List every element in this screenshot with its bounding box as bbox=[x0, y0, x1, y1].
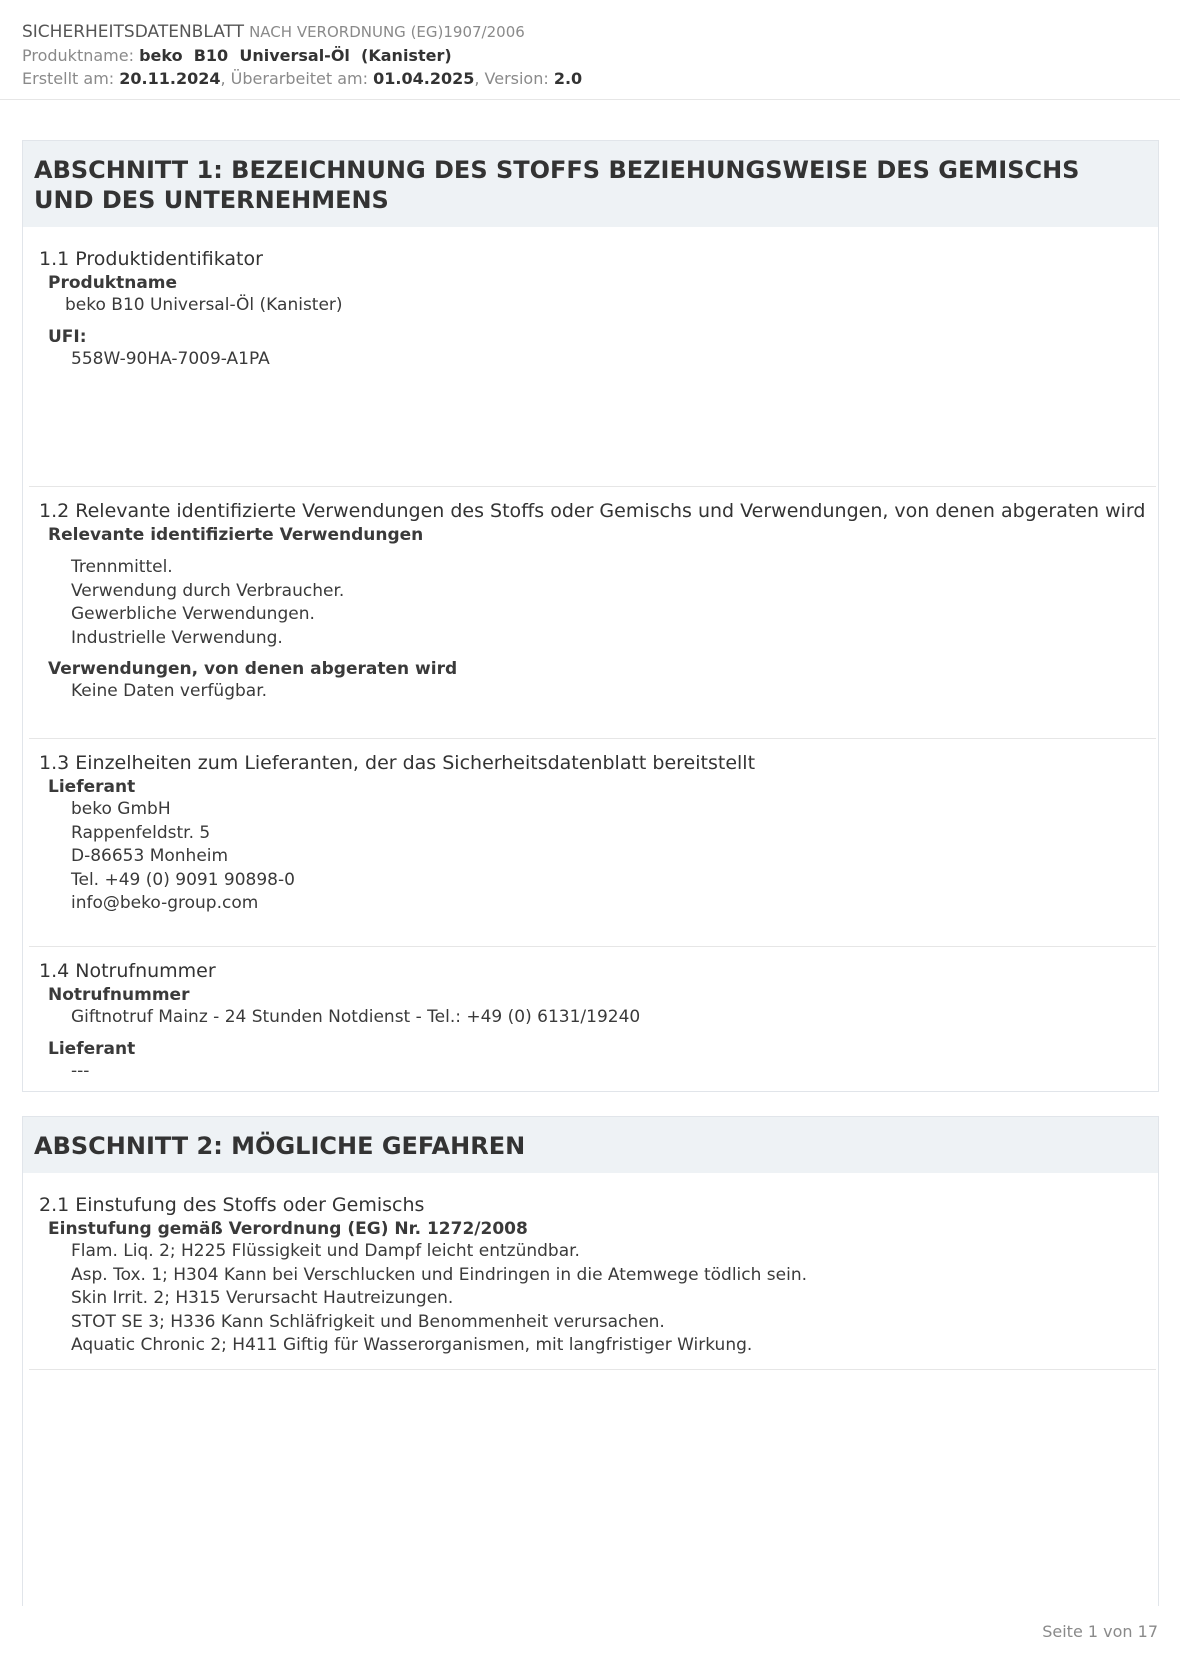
subsection-1-2 bbox=[29, 499, 1156, 739]
ufi-label: UFI: bbox=[48, 326, 87, 347]
section-2-heading: ABSCHNITT 2: MÖGLICHE GEFAHREN bbox=[23, 1117, 1158, 1173]
supplier-line: beko GmbH bbox=[71, 799, 171, 819]
section-2 bbox=[22, 1116, 1159, 1606]
emergency-number-value: Giftnotruf Mainz - 24 Stunden Notdienst - Tel.: +49 (0) 6131/19240 bbox=[71, 1007, 641, 1027]
supplier-line: D-86653 Monheim bbox=[71, 846, 229, 866]
product-name-value: beko B10 Universal-Öl (Kanister) bbox=[65, 295, 343, 315]
subsection-2-1 bbox=[29, 1193, 1156, 1370]
classification-item: Flam. Liq. 2; H225 Flüssigkeit und Dampf leicht entzündbar. bbox=[71, 1241, 580, 1261]
header-product-line bbox=[22, 44, 1180, 67]
created-date: 20.11.2024 bbox=[119, 69, 221, 88]
advised-against-value: Keine Daten verfügbar. bbox=[71, 681, 268, 701]
product-name-label: Produktname bbox=[48, 273, 178, 293]
version-label: , Version: bbox=[474, 69, 549, 88]
identified-uses-label: Relevante identifizierte Verwendungen bbox=[48, 525, 424, 545]
supplier-line: Rappenfeldstr. 5 bbox=[71, 822, 211, 843]
classification-item: Aquatic Chronic 2; H411 Giftig für Wasserorganismen, mit langfristiger Wirkung. bbox=[71, 1335, 753, 1355]
emergency-supplier-value: --- bbox=[71, 1060, 90, 1081]
use-item: Gewerbliche Verwendungen. bbox=[71, 604, 315, 624]
supplier-label: Lieferant bbox=[48, 777, 136, 797]
classification-item: Skin Irrit. 2; H315 Verursacht Hautreizungen. bbox=[71, 1288, 454, 1308]
ufi-value: 558W-90HA-7009-A1PA bbox=[71, 348, 270, 369]
classification-label: Einstufung gemäß Verordnung (EG) Nr. 1272/2008 bbox=[48, 1219, 528, 1239]
revised-label: , Überarbeitet am: bbox=[220, 69, 369, 88]
use-item: Verwendung durch Verbraucher. bbox=[71, 580, 345, 601]
document-subtitle: NACH VERORDNUNG (EG)1907/2006 bbox=[249, 23, 525, 41]
advised-against-label: Verwendungen, von denen abgeraten wird bbox=[48, 659, 458, 679]
page-number: Seite 1 von 17 bbox=[1042, 1622, 1158, 1641]
document-title: SICHERHEITSDATENBLATT bbox=[22, 22, 244, 42]
supplier-email: info@beko-group.com bbox=[71, 893, 259, 913]
subsection-1-3 bbox=[29, 751, 1156, 947]
subsection-2-1-title: 2.1 Einstufung des Stoffs oder Gemischs bbox=[39, 1194, 425, 1216]
created-label: Erstellt am: bbox=[22, 69, 115, 88]
subsection-1-2-title: 1.2 Relevante identifizierte Verwendungen des Stoffs oder Gemischs und Verwendungen, von denen abgeraten wird bbox=[39, 500, 1146, 522]
subsection-1-4 bbox=[29, 959, 1156, 1089]
version-number: 2.0 bbox=[553, 69, 583, 88]
revised-date: 01.04.2025 bbox=[373, 69, 475, 88]
section-1-heading: ABSCHNITT 1: BEZEICHNUNG DES STOFFS BEZIEHUNGSWEISE DES GEMISCHS UND DES UNTERNEHMENS bbox=[23, 141, 1158, 227]
classification-item: Asp. Tox. 1; H304 Kann bei Verschlucken und Eindringen in die Atemwege tödlich sein. bbox=[71, 1264, 808, 1285]
emergency-number-label: Notrufnummer bbox=[48, 985, 190, 1005]
supplier-line: Tel. +49 (0) 9091 90898-0 bbox=[71, 869, 295, 890]
subsection-1-1-title: 1.1 Produktidentifikator bbox=[39, 248, 263, 270]
header-title-line bbox=[22, 20, 1180, 44]
use-item: Industrielle Verwendung. bbox=[71, 627, 283, 648]
use-item: Trennmittel. bbox=[71, 557, 173, 577]
document-header bbox=[0, 0, 1180, 100]
subsection-1-3-title: 1.3 Einzelheiten zum Lieferanten, der das Sicherheitsdatenblatt bereitstellt bbox=[39, 752, 756, 774]
product-label: Produktname: bbox=[22, 46, 134, 65]
subsection-1-4-title: 1.4 Notrufnummer bbox=[39, 960, 216, 982]
subsection-1-1 bbox=[29, 247, 1156, 487]
classification-item: STOT SE 3; H336 Kann Schläfrigkeit und Benommenheit verursachen. bbox=[71, 1311, 665, 1332]
header-date-line bbox=[22, 67, 1180, 90]
product-name: beko B10 Universal-Öl (Kanister) bbox=[139, 46, 452, 65]
emergency-supplier-label: Lieferant bbox=[48, 1038, 136, 1059]
section-1 bbox=[22, 140, 1159, 1092]
